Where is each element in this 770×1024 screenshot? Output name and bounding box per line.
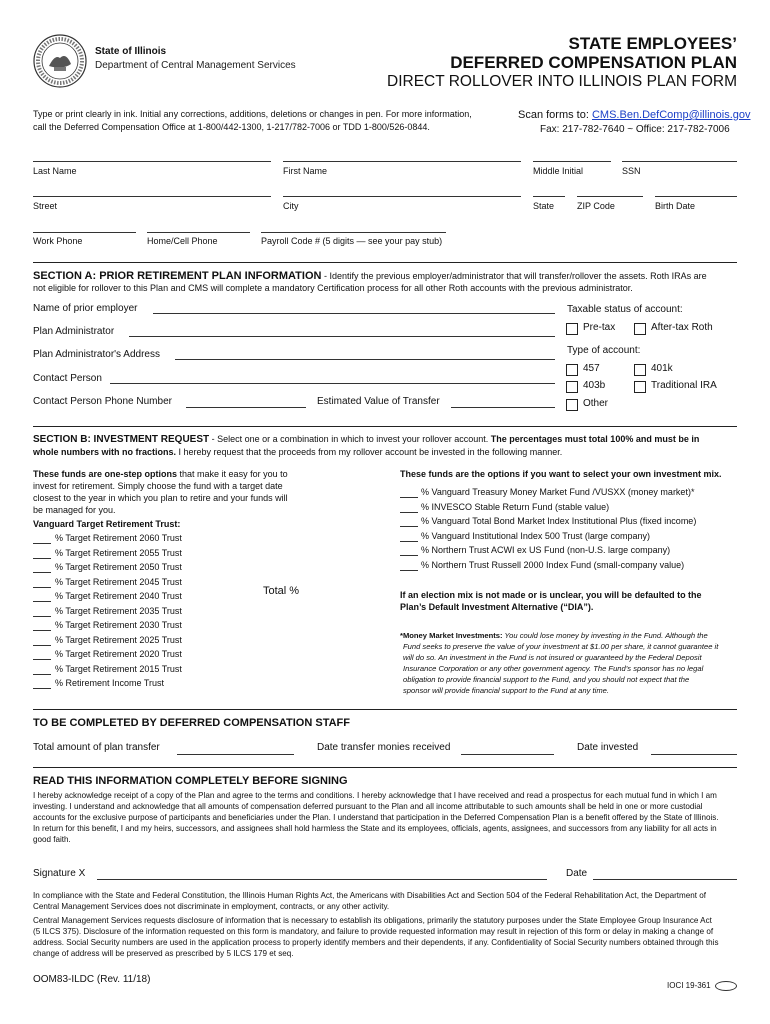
pretax-checkbox[interactable] — [566, 323, 578, 335]
read-rule — [33, 767, 737, 768]
read-line-5: good faith. — [33, 835, 71, 844]
compliance-line-2: Central Management Services does not discriminate in employment, contracts, or any other activity. — [33, 902, 390, 911]
city-field[interactable] — [283, 196, 521, 197]
dia-line-1: If an election mix is not made or is unclear, you will be defaulted to the — [400, 590, 702, 600]
payroll-code-field[interactable] — [261, 232, 446, 233]
middle-initial-label: Middle Initial — [533, 166, 584, 176]
mm-line-1 — [400, 631, 708, 640]
type-of-account-label: Type of account: — [567, 345, 641, 356]
zip-label: ZIP Code — [577, 201, 615, 211]
aftertax-roth-checkbox[interactable] — [634, 323, 646, 335]
mm-line-4: Insurance Corporation or any other government agency. The Fund’s sponsor has no legal — [403, 664, 704, 673]
own-fund-percent-field[interactable] — [400, 570, 418, 571]
own-mix-heading: These funds are the options if you want to select your own investment mix. — [400, 469, 722, 479]
target-fund-percent-field[interactable] — [33, 645, 51, 646]
street-field[interactable] — [33, 196, 271, 197]
total-transfer-label: Total amount of plan transfer — [33, 742, 160, 753]
traditional-ira-checkbox[interactable] — [634, 381, 646, 393]
home-phone-label: Home/Cell Phone — [147, 236, 218, 246]
compliance-line-1: In compliance with the State and Federal Constitution, the Illinois Human Rights Act, the Americans with Disabilities Act and Section 504 of the Federal Rehabilitation Act, the Department of — [33, 891, 707, 900]
traditional-ira-label: Traditional IRA — [651, 380, 717, 391]
section-a-header — [33, 270, 707, 282]
target-fund-label: % Target Retirement 2050 Trust — [55, 562, 182, 572]
state-seal-logo — [33, 34, 87, 88]
target-fund-percent-field[interactable] — [33, 688, 51, 689]
scan-email-link[interactable]: CMS.Ben.DefComp@illinois.gov — [591, 109, 751, 121]
own-fund-percent-field[interactable] — [400, 497, 418, 498]
work-phone-label: Work Phone — [33, 236, 83, 246]
fax-office-text: Fax: 217-782-7640 ~ Office: 217-782-7006 — [540, 124, 730, 135]
first-name-label: First Name — [283, 166, 328, 176]
street-label: Street — [33, 201, 58, 211]
date-received-label: Date transfer monies received — [317, 742, 451, 753]
signature-date-field[interactable] — [593, 879, 737, 880]
target-fund-label: % Target Retirement 2055 Trust — [55, 547, 182, 558]
department-name: Department of Central Management Services — [95, 60, 296, 71]
pretax-label: Pre-tax — [583, 322, 616, 333]
own-fund-label: % Vanguard Institutional Index 500 Trust (large company) — [421, 530, 650, 541]
target-fund-percent-field[interactable] — [33, 616, 51, 617]
date-received-field[interactable] — [461, 754, 554, 755]
last-name-field[interactable] — [33, 161, 271, 162]
payroll-code-label: Payroll Code # (5 digits — see your pay stub) — [261, 236, 443, 246]
birth-date-field[interactable] — [655, 196, 737, 197]
agency-name: State of Illinois — [95, 46, 167, 57]
type-403b-label: 403b — [583, 380, 606, 391]
disclosure-line-2: (5 ILCS 375). Disclosure of the information requested on this form is mandatory, and failure to provide requested information may result in rejection of this form or delay in making a change of — [33, 927, 714, 936]
section-b-desc-2a: whole numbers with no fractions. — [33, 447, 177, 457]
contact-phone-field[interactable] — [186, 407, 306, 408]
total-percent-label: Total % — [263, 585, 300, 597]
disclosure-line-4: change of address will be preserved as prescribed by 5 ILCS 179 et seq. — [33, 949, 294, 958]
own-fund-label: % Vanguard Treasury Money Market Fund /VUSXX (money market)* — [421, 487, 695, 497]
section-b-desc-1b: The percentages must total 100% and must be in — [490, 434, 700, 444]
zip-field[interactable] — [577, 196, 643, 197]
staff-rule — [33, 709, 737, 710]
section-b-desc-2 — [33, 447, 562, 457]
section-a-desc-1: - Identify the previous employer/administrator that will transfer/rollover the assets. Roth IRAs are — [321, 271, 707, 281]
ssn-field[interactable] — [622, 161, 737, 162]
read-line-2: investing. I understand and acknowledge that all amounts of compensation deferred pursuant to the Plan and all income attributable to such amounts shall be held in one or more custodial — [33, 802, 703, 811]
target-fund-label: % Target Retirement 2060 Trust — [55, 533, 182, 543]
total-transfer-field[interactable] — [177, 754, 294, 755]
target-fund-label: % Target Retirement 2020 Trust — [55, 649, 182, 659]
own-fund-percent-field[interactable] — [400, 512, 418, 513]
contact-phone-label: Contact Person Phone Number — [33, 396, 172, 407]
own-fund-label: % Northern Trust Russell 2000 Index Fund (small-company value) — [421, 559, 685, 570]
plan-admin-address-label: Plan Administrator's Address — [33, 349, 160, 360]
aftertax-roth-label: After-tax Roth — [651, 322, 713, 333]
mm-bold: *Money Market Investments: — [400, 631, 503, 640]
onestep-line-2: invest for retirement. Simply choose the fund with a target date — [33, 481, 283, 491]
ssn-label: SSN — [622, 166, 641, 176]
est-value-label: Estimated Value of Transfer — [317, 396, 440, 407]
date-invested-label: Date invested — [577, 742, 639, 753]
own-fund-label: % Northern Trust ACWI ex US Fund (non-U.S. large company) — [421, 545, 671, 555]
state-field[interactable] — [533, 196, 565, 197]
est-value-field[interactable] — [451, 407, 555, 408]
state-label: State — [533, 201, 555, 211]
onestep-line-3: closest to the year in which you plan to retire and your funds will — [33, 493, 288, 503]
instructions-line-1: Type or print clearly in ink. Initial any corrections, additions, deletions or changes in pen. For more information, — [33, 109, 472, 119]
disclosure-line-3: address. Social Security numbers are used in the application process to properly identify members and their dependents, if any. Confidentiality of Social Security numbers obtained through this — [33, 938, 719, 947]
signature-date-label: Date — [566, 868, 588, 879]
city-label: City — [283, 201, 299, 211]
ioci-number — [667, 981, 737, 991]
form-number: OOM83-ILDC (Rev. 11/18) — [33, 974, 151, 985]
section-b-rule — [33, 426, 737, 427]
home-phone-field[interactable] — [147, 232, 250, 233]
scan-label: Scan forms to: — [518, 109, 589, 121]
mm-line-6: sponsor will provide financial support to the Fund at any time. — [403, 686, 609, 695]
section-b-header — [33, 434, 699, 445]
target-fund-label: % Target Retirement 2040 Trust — [55, 591, 182, 601]
target-fund-percent-field[interactable] — [33, 558, 51, 559]
union-bug-icon — [715, 981, 737, 991]
first-name-field[interactable] — [283, 161, 521, 162]
target-fund-label: % Target Retirement 2030 Trust — [55, 620, 182, 630]
section-a-rule — [33, 262, 737, 263]
mm-text-1: You could lose money by investing in the Fund. Although the — [502, 631, 708, 640]
target-fund-percent-field[interactable] — [33, 543, 51, 544]
form-title-1: STATE EMPLOYEES’ — [568, 34, 737, 53]
target-fund-percent-field[interactable] — [33, 630, 51, 631]
type-457-checkbox[interactable] — [566, 364, 578, 376]
target-fund-label: % Target Retirement 2045 Trust — [55, 576, 182, 587]
work-phone-field[interactable] — [33, 232, 136, 233]
middle-initial-field[interactable] — [533, 161, 611, 162]
scan-forms-text — [518, 109, 751, 121]
instructions-line-2: call the Deferred Compensation Office at 1-800/442-1300, 1-217/782-7006 or TDD 1-800/526-0844. — [33, 122, 430, 132]
target-fund-percent-field[interactable] — [33, 587, 51, 588]
prior-employer-label: Name of prior employer — [33, 303, 138, 314]
ioci-label: IOCI 19-361 — [667, 981, 711, 991]
target-fund-percent-field[interactable] — [33, 601, 51, 602]
vanguard-trust-label: Vanguard Target Retirement Trust: — [33, 519, 181, 529]
target-fund-percent-field[interactable] — [33, 572, 51, 573]
read-heading: READ THIS INFORMATION COMPLETELY BEFORE SIGNING — [33, 775, 348, 787]
taxable-status-label: Taxable status of account: — [567, 304, 683, 315]
plan-admin-address-field[interactable] — [175, 359, 555, 360]
staff-heading: TO BE COMPLETED BY DEFERRED COMPENSATION STAFF — [33, 717, 350, 729]
section-b-desc-1a: - Select one or a combination in which to invest your rollover account. — [209, 434, 491, 444]
contact-person-field[interactable] — [110, 383, 555, 384]
target-fund-label: % Target Retirement 2035 Trust — [55, 605, 182, 616]
type-401k-checkbox[interactable] — [634, 364, 646, 376]
target-fund-label: % Retirement Income Trust — [55, 678, 165, 688]
read-line-1: I hereby acknowledge receipt of a copy of the Plan and agree to the terms and conditions. I hereby acknowledge that I have received and read a prospectus for each mutual fund in which I am — [33, 791, 717, 800]
own-fund-percent-field[interactable] — [400, 541, 418, 542]
section-a-desc-2: not eligible for rollover to this Plan and CMS will complete a mandatory Certification process for all other Roth accounts with the previous administrator. — [33, 283, 633, 293]
mm-line-3: will do so. An investment in the Fund is not insured or guaranteed by the Federal Deposit — [403, 653, 702, 662]
date-invested-field[interactable] — [651, 754, 737, 755]
own-fund-percent-field[interactable] — [400, 555, 418, 556]
onestep-line-1 — [33, 469, 288, 479]
type-other-checkbox[interactable] — [566, 399, 578, 411]
type-401k-label: 401k — [651, 363, 673, 374]
type-other-label: Other — [583, 398, 609, 409]
onestep-bold: These funds are one-step options — [33, 469, 178, 479]
mm-line-2: Fund seeks to preserve the value of your investment at $1.00 per share, it cannot guarantee it — [403, 642, 719, 651]
target-fund-percent-field[interactable] — [33, 659, 51, 660]
own-fund-label: % INVESCO Stable Return Fund (stable value) — [421, 501, 610, 512]
mm-line-5: obligation to provide financial support to the Fund, and you should not expect that the — [403, 675, 690, 684]
onestep-line-4: be managed for you. — [33, 505, 116, 515]
section-b-heading: SECTION B: INVESTMENT REQUEST — [33, 434, 210, 445]
section-a-heading: SECTION A: PRIOR RETIREMENT PLAN INFORMATION — [33, 270, 322, 282]
target-fund-label: % Target Retirement 2025 Trust — [55, 634, 182, 645]
read-line-3: accounts for the exclusive purpose of participants and beneficiaries under the Plan. I understand that participation in the Deferred Compensation Plan is a benefit offered by the State of Illinois. — [33, 813, 719, 822]
form-title-3: DIRECT ROLLOVER INTO ILLINOIS PLAN FORM — [387, 73, 737, 90]
target-fund-percent-field[interactable] — [33, 674, 51, 675]
plan-admin-field[interactable] — [129, 336, 555, 337]
signature-field[interactable] — [97, 879, 547, 880]
form-title-2: DEFERRED COMPENSATION PLAN — [450, 53, 737, 72]
own-fund-percent-field[interactable] — [400, 526, 418, 527]
contact-person-label: Contact Person — [33, 373, 102, 384]
last-name-label: Last Name — [33, 166, 77, 176]
read-line-4: In return for this benefit, I and my heirs, successors, and assignees shall hold harmless the State and its employees, officials, agents, assignees, and successors from any liability for all acts in — [33, 824, 717, 833]
disclosure-line-1: Central Management Services requests disclosure of information that is necessary to establish its obligations, primarily the statutory purposes under the State Employee Group Insurance Act — [33, 916, 712, 925]
own-fund-label: % Vanguard Total Bond Market Index Institutional Plus (fixed income) — [421, 516, 697, 526]
type-457-label: 457 — [583, 363, 600, 374]
signature-label: Signature X — [33, 868, 86, 879]
plan-admin-label: Plan Administrator — [33, 326, 115, 337]
section-b-desc-2b: I hereby request that the proceeds from my rollover account be invested in the following manner. — [176, 447, 563, 457]
dia-line-2: Plan’s Default Investment Alternative (“DIA”). — [400, 602, 594, 612]
type-403b-checkbox[interactable] — [566, 381, 578, 393]
prior-employer-field[interactable] — [153, 313, 555, 314]
onestep-rest: that make it easy for you to — [177, 469, 288, 479]
target-fund-label: % Target Retirement 2015 Trust — [55, 663, 182, 674]
birth-date-label: Birth Date — [655, 201, 696, 211]
